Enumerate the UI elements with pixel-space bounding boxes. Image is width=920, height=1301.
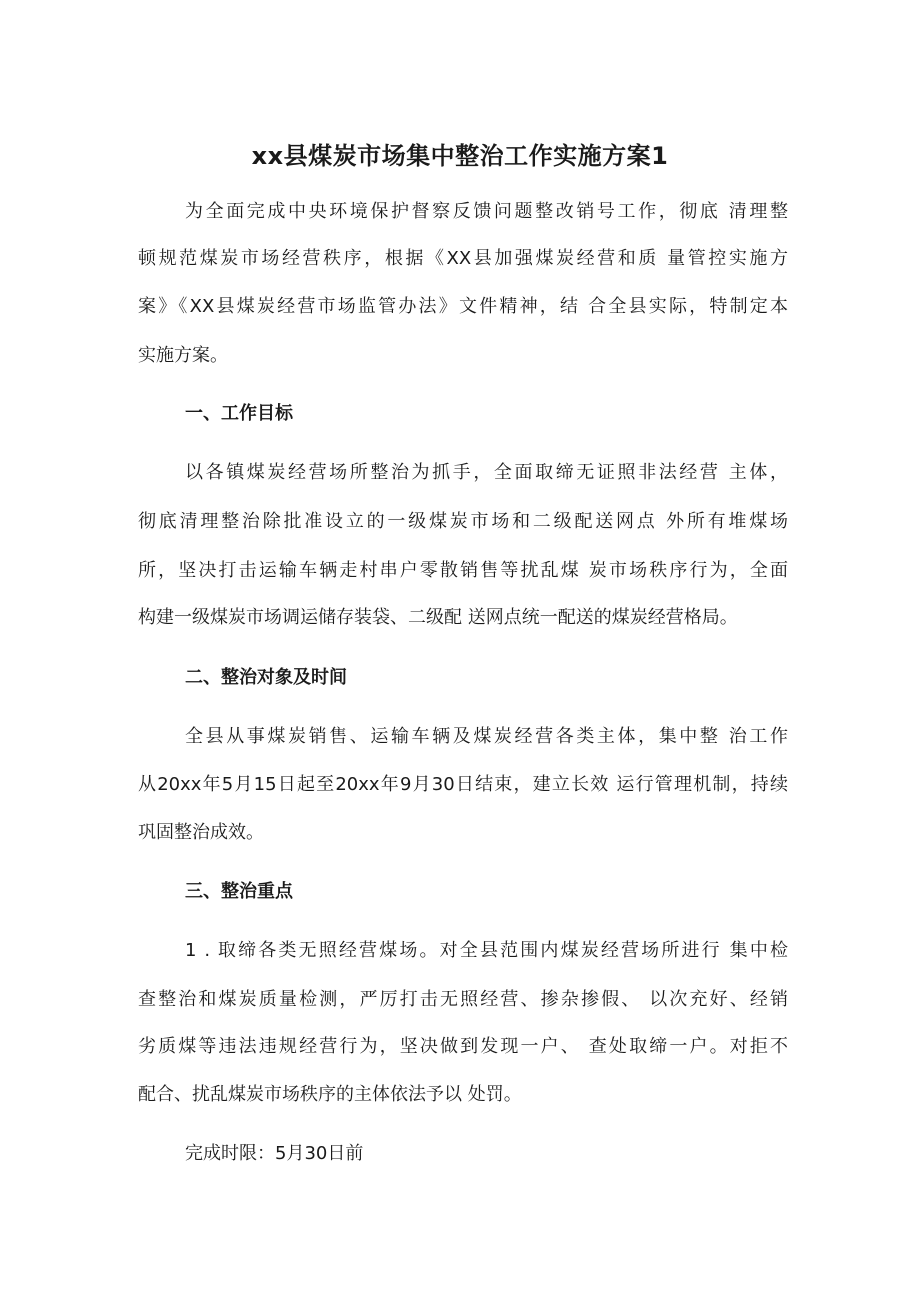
intro-line-1: 为全面完成中央环境保护督察反馈问题整改销号工作，彻底 清理整 [185,201,788,222]
intro-line-2: 顿规范煤炭市场经营秩序，根据《XX县加强煤炭经营和质 量管控实施方 [138,248,788,269]
section-heading-focus: 三、整治重点 [185,881,293,902]
focus-line-1: 1 . 取缔各类无照经营煤场。对全县范围内煤炭经营场所进行 集中检 [185,940,788,961]
goals-line-4: 构建一级煤炭市场调运储存装袋、二级配 送网点统一配送的煤炭经营格局。 [138,607,738,628]
targets-line-2: 从20xx年5月15日起至20xx年9月30日结束，建立长效 运行管理机制，持续 [138,774,788,795]
document-title: xx县煤炭市场集中整治工作实施方案1 [251,142,669,170]
focus-line-4: 配合、扰乱煤炭市场秩序的主体依法予以 处罚。 [138,1084,522,1105]
intro-line-4: 实施方案。 [138,345,228,366]
deadline-text: 完成时限：5月30日前 [185,1143,364,1164]
focus-line-2: 查整治和煤炭质量检测，严厉打击无照经营、掺杂掺假、 以次充好、经销 [138,989,788,1010]
intro-line-3: 案》《XX县煤炭经营市场监管办法》文件精神，结 合全县实际，特制定本 [138,296,788,317]
goals-line-2: 彻底清理整治除批准设立的一级煤炭市场和二级配送网点 外所有堆煤场 [138,511,788,532]
goals-line-1: 以各镇煤炭经营场所整治为抓手，全面取缔无证照非法经营 主体， [185,462,788,483]
section-heading-targets-timeline: 二、整治对象及时间 [185,667,347,688]
targets-line-1: 全县从事煤炭销售、运输车辆及煤炭经营各类主体，集中整 治工作 [185,726,788,747]
goals-line-3: 所，坚决打击运输车辆走村串户零散销售等扰乱煤 炭市场秩序行为，全面 [138,560,788,581]
section-heading-goals: 一、工作目标 [185,403,293,424]
targets-line-3: 巩固整治成效。 [138,822,264,843]
focus-line-3: 劣质煤等违法违规经营行为，坚决做到发现一户、 查处取缔一户。对拒不 [138,1036,788,1057]
